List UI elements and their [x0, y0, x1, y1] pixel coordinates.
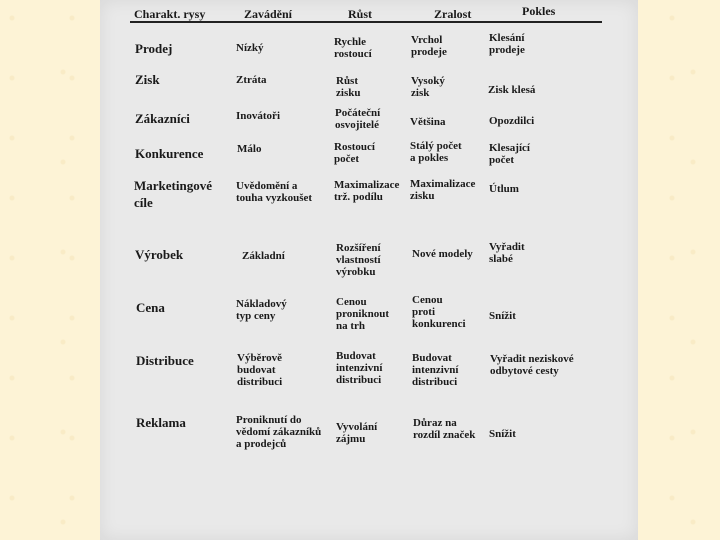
cell-distribution-introduction: Výběrově budovat distribuci: [237, 352, 283, 388]
cell-customers-maturity: Většina: [410, 116, 446, 128]
cell-product-introduction: Základní: [242, 250, 285, 262]
cell-advertising-decline: Snížit: [489, 428, 516, 440]
cell-price-decline: Snížit: [489, 310, 516, 322]
cell-goals-maturity: Maximalizace zisku: [410, 178, 476, 202]
row-label-distribution: Distribuce: [136, 353, 194, 368]
header-growth: Růst: [348, 7, 373, 21]
cell-distribution-growth: Budovat intenzivní distribuci: [336, 350, 383, 386]
cell-advertising-introduction: Proniknutí do vědomí zákazníků a prodejců: [236, 414, 322, 450]
row-label-marketing-goals: Marketingové cíle: [134, 178, 212, 210]
row-label-customers: Zákazníci: [135, 111, 190, 126]
row-label-competition: Konkurence: [135, 146, 204, 161]
cell-product-growth: Rozšíření vlastností výrobku: [336, 242, 381, 278]
cell-distribution-decline: Vyřadit neziskové odbytové cesty: [490, 353, 574, 377]
cell-competition-introduction: Málo: [237, 143, 262, 155]
header-characteristics: Charakt. rysy: [134, 7, 206, 21]
cell-customers-decline: Opozdilci: [489, 115, 535, 127]
header-introduction: Zavádění: [244, 7, 293, 21]
row-label-sales: Prodej: [135, 41, 173, 56]
cell-customers-introduction: Inovátoři: [236, 110, 280, 122]
cell-advertising-growth: Vyvolání zájmu: [336, 421, 378, 445]
cell-product-maturity: Nové modely: [412, 248, 473, 260]
cell-competition-growth: Rostoucí počet: [334, 141, 375, 165]
header-maturity: Zralost: [434, 7, 472, 21]
cell-price-maturity: Cenou proti konkurenci: [412, 294, 466, 330]
cell-sales-growth: Rychle rostoucí: [334, 36, 372, 60]
cell-sales-maturity: Vrchol prodeje: [411, 34, 447, 58]
cell-sales-introduction: Nízký: [236, 42, 264, 54]
cell-customers-growth: Počáteční osvojitelé: [335, 107, 381, 131]
cell-product-decline: Vyřadit slabé: [489, 241, 525, 265]
cell-profit-introduction: Ztráta: [236, 74, 267, 86]
cell-advertising-maturity: Důraz na rozdíl značek: [413, 417, 476, 441]
cell-price-introduction: Nákladový typ ceny: [236, 298, 287, 322]
cell-price-growth: Cenou proniknout na trh: [336, 296, 389, 332]
cell-goals-growth: Maximalizace trž. podílu: [334, 179, 400, 203]
cell-distribution-maturity: Budovat intenzivní distribuci: [412, 352, 459, 388]
row-label-advertising: Reklama: [136, 415, 186, 430]
row-label-product: Výrobek: [135, 247, 184, 262]
scanned-table-sheet: [100, 0, 638, 540]
header-decline: Pokles: [522, 4, 556, 18]
cell-sales-decline: Klesání prodeje: [489, 32, 525, 56]
cell-competition-decline: Klesající počet: [489, 142, 530, 166]
row-label-profit: Zisk: [135, 72, 160, 87]
header-divider: [130, 21, 602, 23]
cell-competition-maturity: Stálý počet a pokles: [410, 140, 462, 164]
cell-profit-decline: Zisk klesá: [488, 84, 536, 96]
cell-profit-growth: Růst zisku: [336, 75, 361, 99]
cell-goals-introduction: Uvědomění a touha vyzkoušet: [236, 180, 313, 204]
cell-goals-decline: Útlum: [489, 183, 519, 195]
row-label-price: Cena: [136, 300, 165, 315]
cell-profit-maturity: Vysoký zisk: [411, 75, 445, 99]
